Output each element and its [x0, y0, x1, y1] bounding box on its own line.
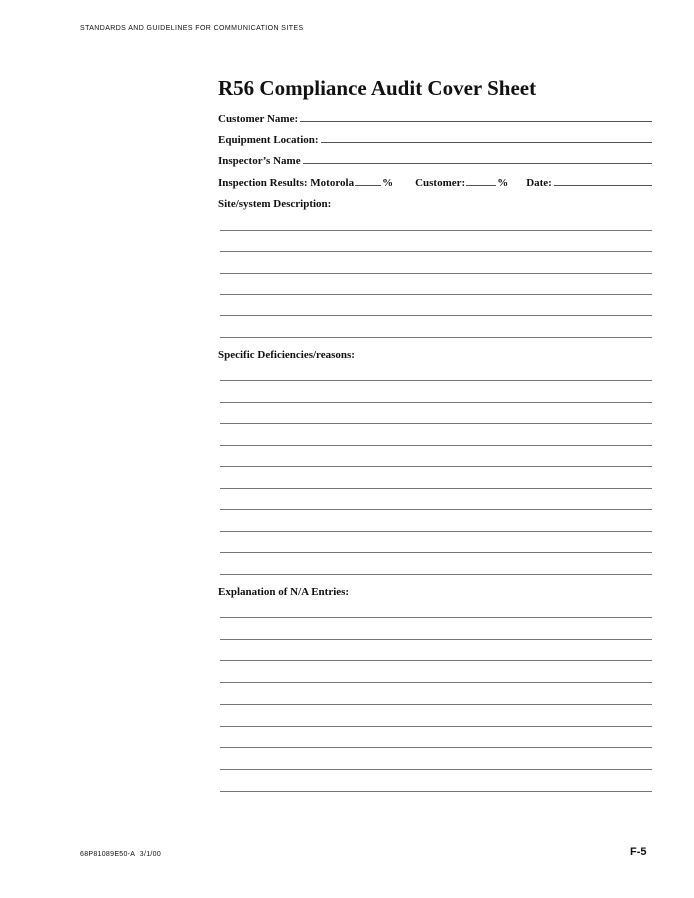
customer-percent-line[interactable] [466, 185, 496, 186]
writing-line[interactable] [220, 337, 652, 338]
writing-line[interactable] [220, 273, 652, 274]
writing-line[interactable] [220, 402, 652, 403]
doc-date: 3/1/00 [139, 851, 162, 858]
motorola-percent-sign: % [382, 177, 394, 189]
writing-line[interactable] [220, 230, 652, 231]
date-label: Date: [526, 177, 552, 189]
deficiencies-label: Specific Deficiencies/reasons: [218, 349, 355, 361]
page-title: R56 Compliance Audit Cover Sheet [218, 76, 537, 100]
writing-line[interactable] [220, 617, 652, 618]
writing-line[interactable] [220, 445, 652, 446]
site-description-label: Site/system Description: [218, 198, 332, 210]
writing-line[interactable] [220, 639, 652, 640]
date-line[interactable] [554, 185, 652, 186]
customer-name-row [218, 113, 652, 125]
writing-line[interactable] [220, 704, 652, 705]
inspection-results-label: Inspection Results: Motorola [218, 177, 355, 189]
writing-line[interactable] [220, 531, 652, 532]
writing-line[interactable] [220, 488, 652, 489]
inspector-name-label: Inspector’s Name [218, 155, 301, 167]
writing-line[interactable] [220, 552, 652, 553]
doc-number: 68P81089E50-A [80, 851, 136, 858]
writing-line[interactable] [220, 423, 652, 424]
inspector-name-row [218, 155, 652, 167]
customer-label: Customer: [415, 177, 466, 189]
writing-line[interactable] [220, 747, 652, 748]
motorola-percent-line[interactable] [355, 185, 381, 186]
inspector-name-line[interactable] [303, 163, 652, 164]
writing-line[interactable] [220, 294, 652, 295]
equipment-location-label: Equipment Location: [218, 134, 319, 146]
customer-name-line[interactable] [300, 121, 652, 122]
writing-line[interactable] [220, 251, 652, 252]
writing-line[interactable] [220, 726, 652, 727]
writing-line[interactable] [220, 466, 652, 467]
writing-line[interactable] [220, 509, 652, 510]
equipment-location-row [218, 134, 652, 146]
customer-percent-sign: % [497, 177, 509, 189]
equipment-location-line[interactable] [321, 142, 652, 143]
writing-line[interactable] [220, 660, 652, 661]
footer-doc-number [80, 851, 161, 858]
writing-line[interactable] [220, 574, 652, 575]
na-explanation-label: Explanation of N/A Entries: [218, 586, 350, 598]
writing-line[interactable] [220, 380, 652, 381]
page-number: F-5 [630, 846, 647, 858]
customer-name-label: Customer Name: [218, 113, 299, 125]
writing-line[interactable] [220, 682, 652, 683]
writing-line[interactable] [220, 769, 652, 770]
writing-line[interactable] [220, 791, 652, 792]
inspection-results-row [218, 177, 652, 189]
writing-line[interactable] [220, 315, 652, 316]
running-head: STANDARDS AND GUIDELINES FOR COMMUNICATION SITES [80, 25, 304, 32]
